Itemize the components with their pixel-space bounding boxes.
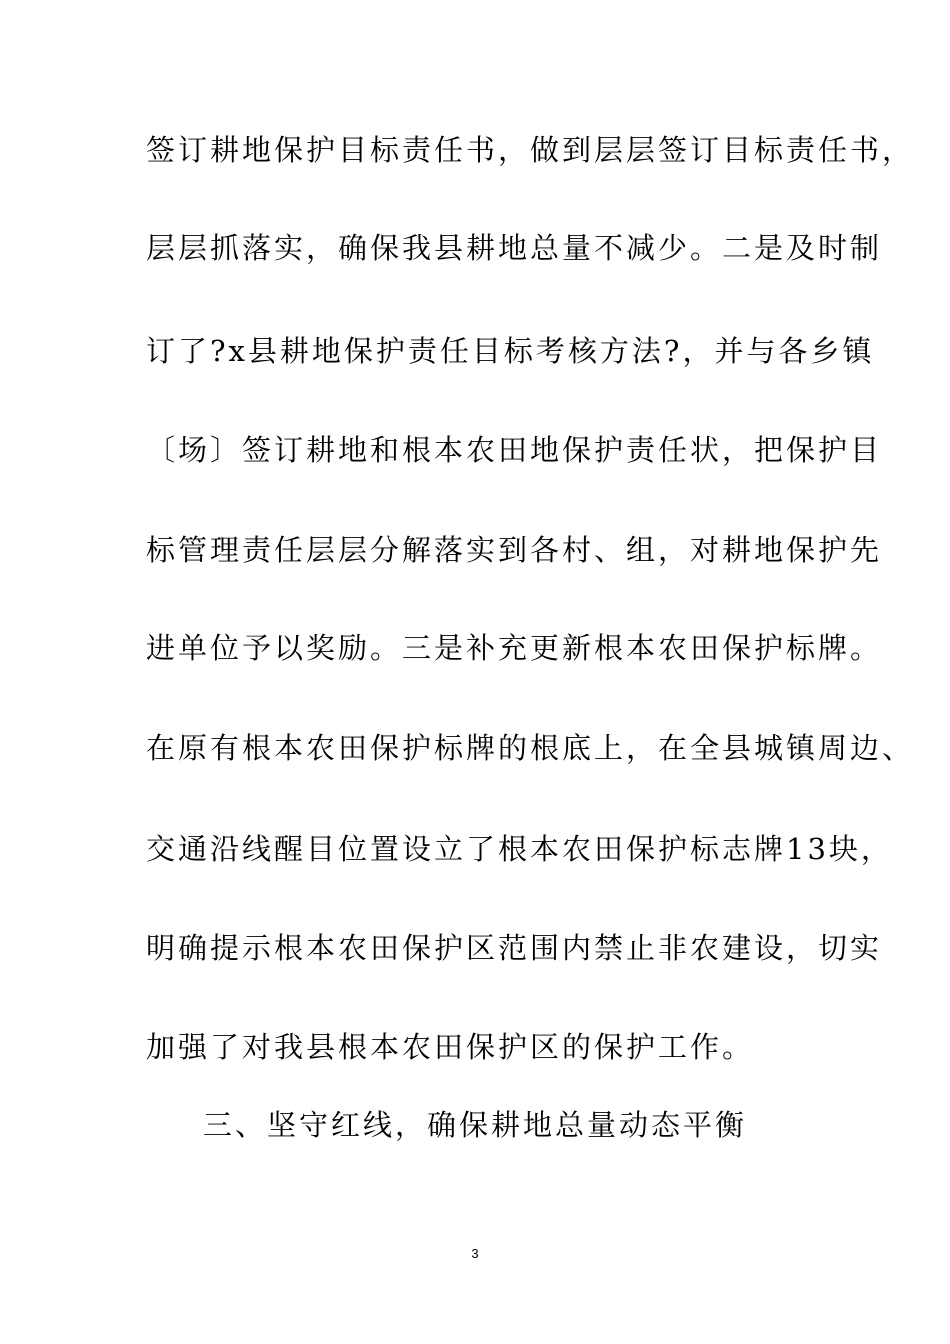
paragraph-line: 加强了对我县根本农田保护区的保护工作。 xyxy=(146,1030,755,1064)
paragraph-line: 交通沿线醒目位置设立了根本农田保护标志牌13块， xyxy=(146,832,893,866)
paragraph-line: 签订耕地保护目标责任书，做到层层签订目标责任书， xyxy=(146,133,915,167)
section-heading: 三、坚守红线，确保耕地总量动态平衡 xyxy=(203,1108,748,1142)
paragraph-line: 标管理责任层层分解落实到各村、组，对耕地保护先 xyxy=(146,533,883,567)
paragraph-line: 订了?x县耕地保护责任目标考核方法?，并与各乡镇 xyxy=(146,334,875,368)
page-number: 3 xyxy=(471,1246,479,1261)
paragraph-line: 明确提示根本农田保护区范围内禁止非农建设，切实 xyxy=(146,931,883,965)
paragraph-line: 进单位予以奖励。三是补充更新根本农田保护标牌。 xyxy=(146,631,883,665)
paragraph-line: 层层抓落实，确保我县耕地总量不减少。二是及时制 xyxy=(146,231,883,265)
paragraph-line: 在原有根本农田保护标牌的根底上，在全县城镇周边、 xyxy=(146,731,915,765)
paragraph-line: 〔场〕签订耕地和根本农田地保护责任状，把保护目 xyxy=(146,433,883,467)
